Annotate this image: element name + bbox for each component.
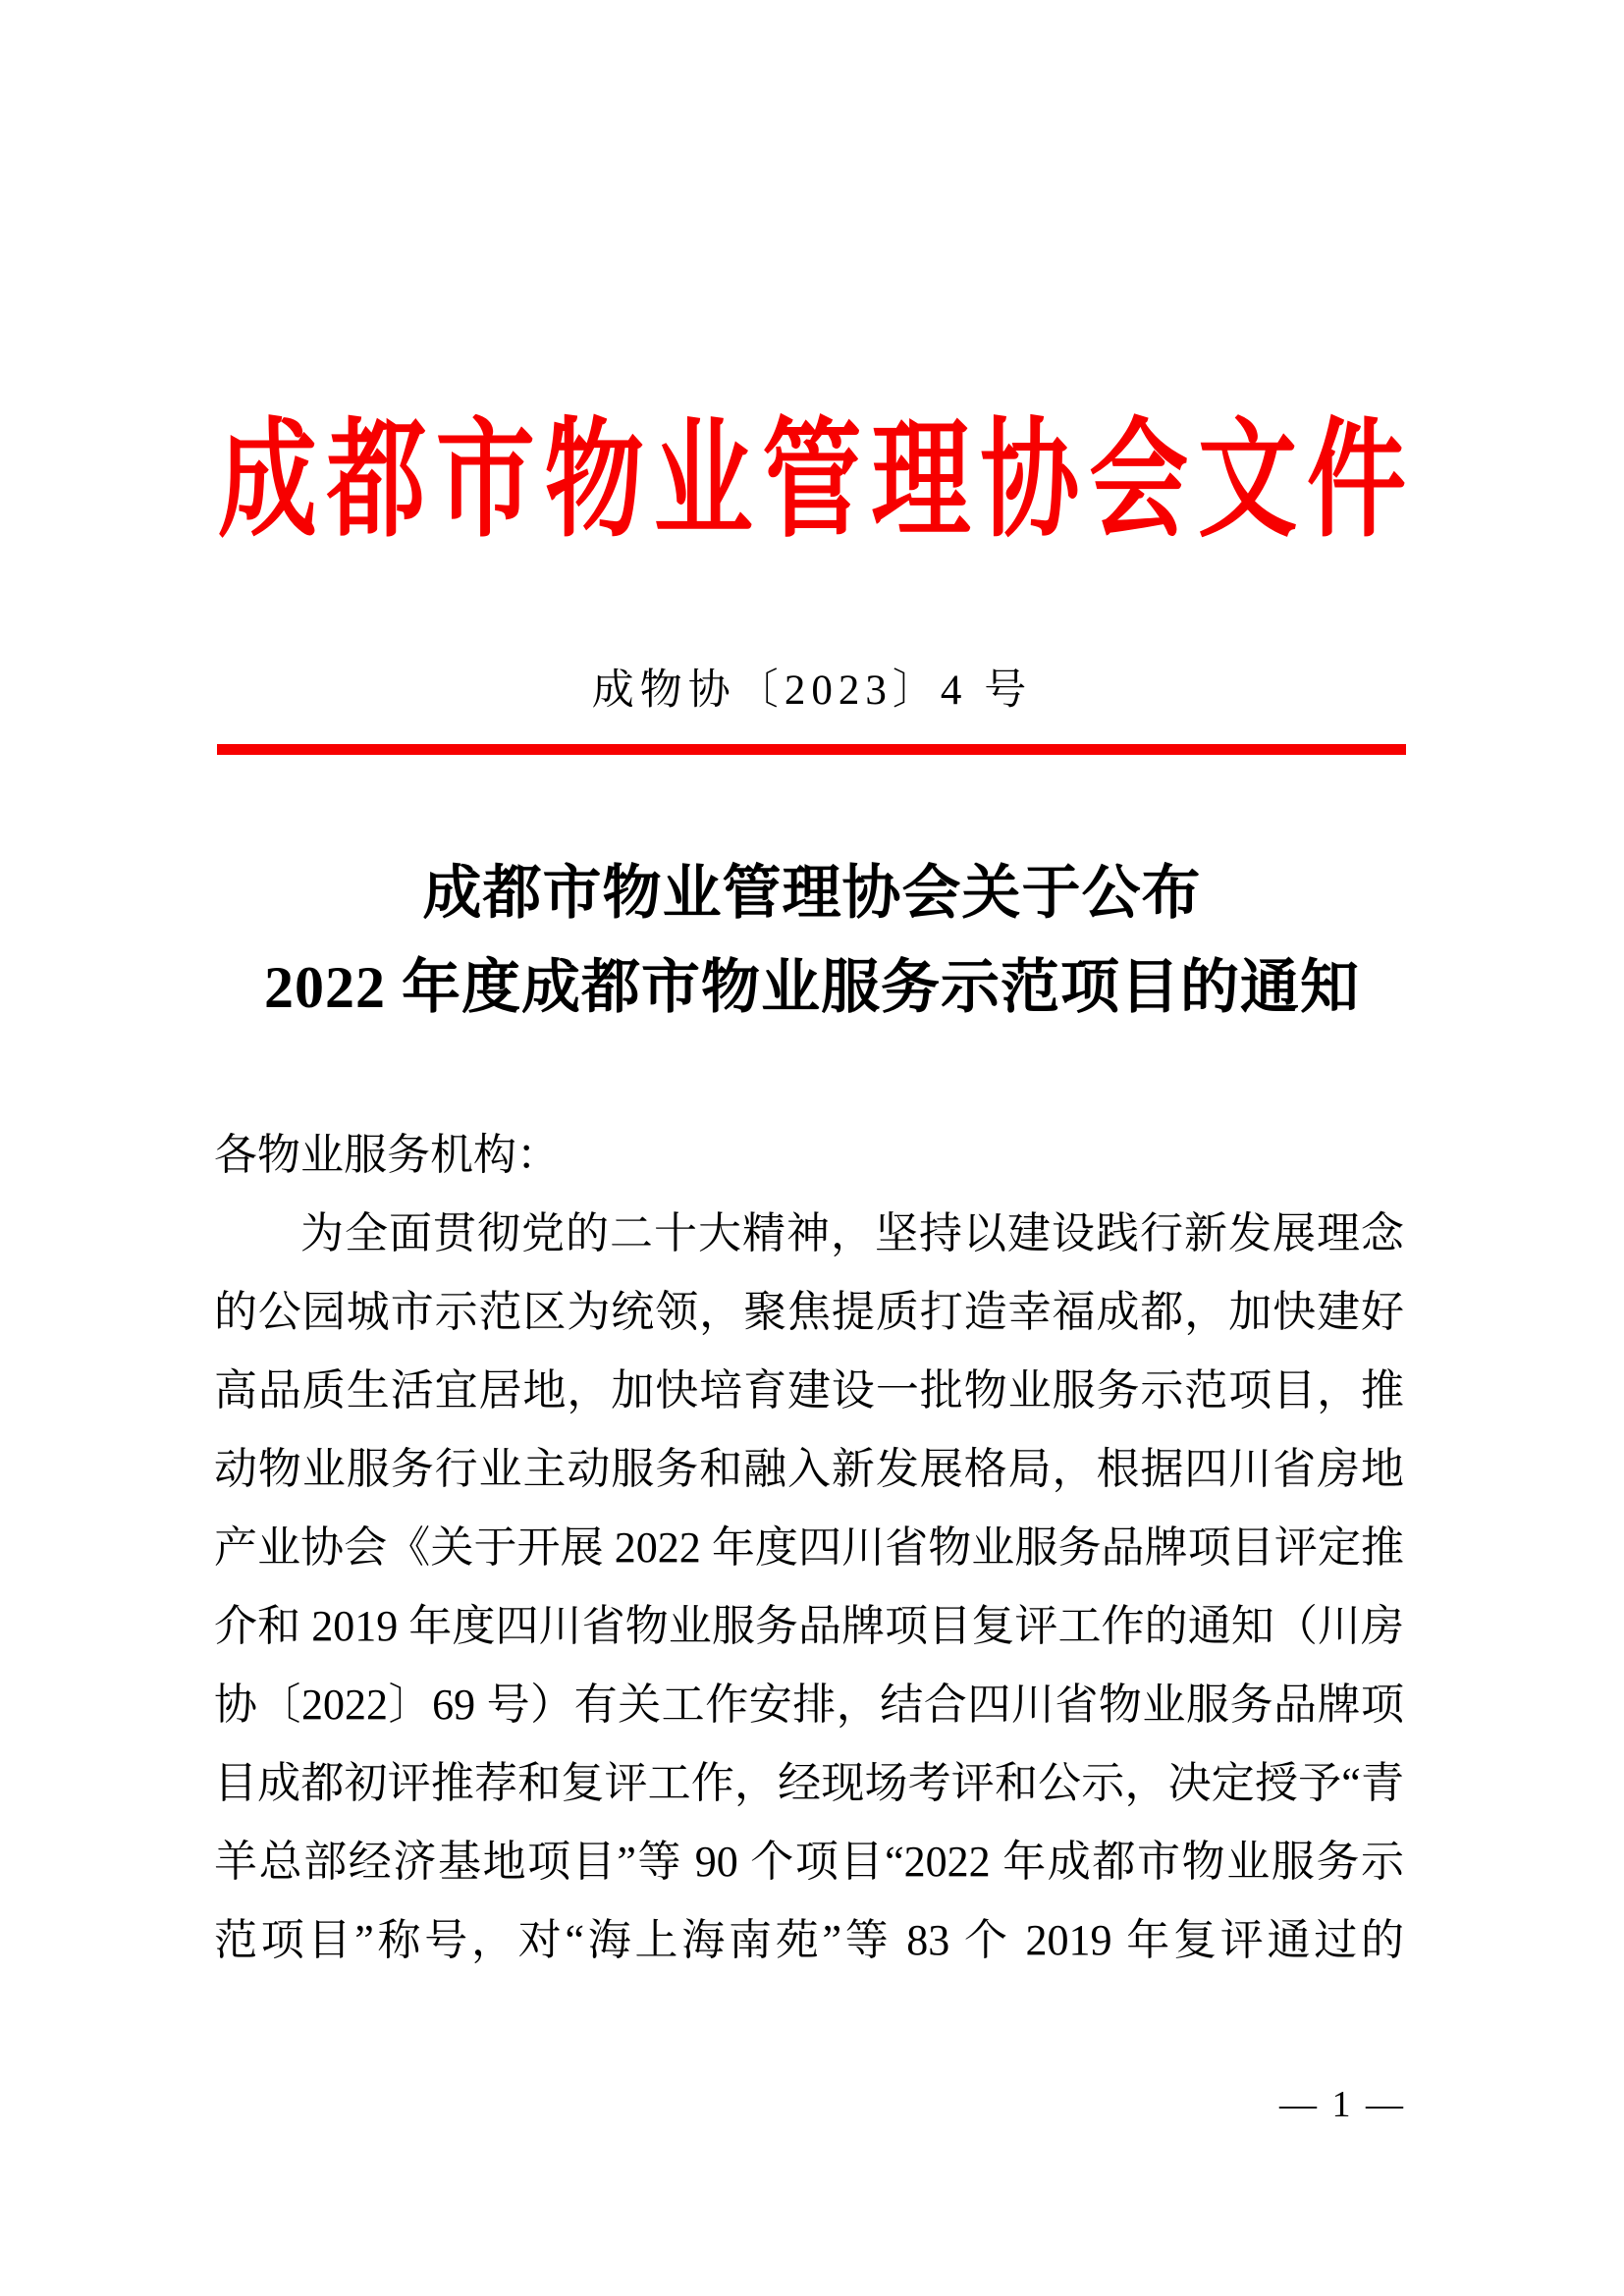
- doc-number: 成物协〔2023〕4 号: [591, 667, 1033, 714]
- body-line: 动物业服务行业主动服务和融入新发展格局，根据四川省房地: [214, 1445, 1404, 1493]
- body-line: 协〔2022〕69 号）有关工作安排，结合四川省物业服务品牌项: [214, 1681, 1404, 1729]
- notice-title-line-1: 成都市物业管理协会关于公布: [422, 861, 1202, 926]
- page-number: — 1 —: [1279, 2084, 1406, 2125]
- body-line: 为全面贯彻党的二十大精神，坚持以建设践行新发展理念: [300, 1209, 1404, 1257]
- red-header-org-title: 成都市物业管理协会文件: [218, 409, 1406, 553]
- salutation-line: 各物业服务机构：: [214, 1131, 560, 1179]
- notice-title-line-2: 2022 年度成都市物业服务示范项目的通知: [264, 955, 1360, 1020]
- body-line: 介和 2019 年度四川省物业服务品牌项目复评工作的通知（川房: [214, 1602, 1404, 1650]
- body-line: 目成都初评推荐和复评工作，经现场考评和公示，决定授予“青: [214, 1759, 1404, 1807]
- body-line: 的公园城市示范区为统领，聚焦提质打造幸福成都，加快建好: [214, 1288, 1404, 1336]
- body-line: 范项目”称号，对“海上海南苑”等 83 个 2019 年复评通过的: [214, 1916, 1404, 1964]
- red-divider-line: [217, 744, 1406, 755]
- body-line: 羊总部经济基地项目”等 90 个项目“2022 年成都市物业服务示: [214, 1838, 1404, 1886]
- body-line: 产业协会《关于开展 2022 年度四川省物业服务品牌项目评定推: [214, 1523, 1404, 1572]
- body-paragraph: [214, 1116, 1404, 1980]
- notice-title: [218, 846, 1406, 1035]
- body-line: 高品质生活宜居地，加快培育建设一批物业服务示范项目，推: [214, 1366, 1404, 1415]
